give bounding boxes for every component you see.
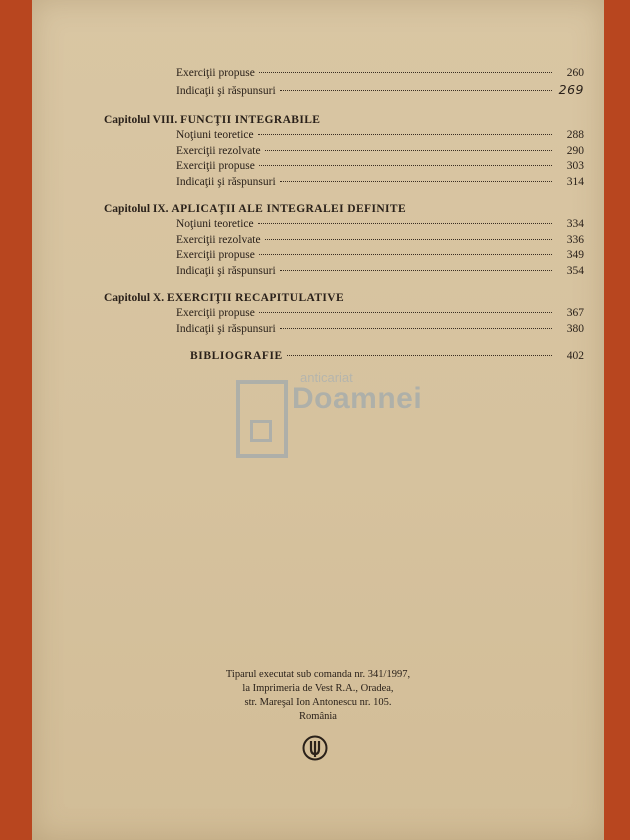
toc-entry-label: Indicaţii şi răspunsuri — [176, 264, 276, 277]
book-icon — [250, 420, 272, 442]
dot-leader — [258, 134, 552, 135]
colophon-line: România — [299, 711, 337, 722]
toc-entry-label: Exerciţii rezolvate — [176, 144, 261, 157]
toc-entry-label: Noţiuni teoretice — [176, 129, 254, 141]
toc-entry-label: Indicaţii şi răspunsuri — [176, 84, 276, 97]
watermark-small-text: anticariat — [300, 370, 353, 385]
toc-entry-page: 336 — [566, 233, 584, 246]
toc-entry-label: Exerciţii propuse — [176, 160, 255, 172]
toc-bibliography — [104, 349, 584, 365]
dot-leader — [259, 165, 552, 166]
dot-leader — [265, 239, 552, 240]
toc-entry — [104, 217, 584, 233]
toc-entry-label: Indicaţii şi răspunsuri — [176, 175, 276, 188]
toc-entry-page: 334 — [566, 218, 584, 230]
toc-entry — [104, 159, 584, 175]
toc-entry-page: 314 — [566, 175, 584, 188]
toc-entry — [104, 264, 584, 280]
colophon-line: la Imprimeria de Vest R.A., Oradea, — [242, 683, 394, 694]
toc-entry-page: 349 — [566, 249, 584, 261]
chapter-title: EXERCIŢII RECAPITULATIVE — [166, 292, 345, 304]
toc-entry — [104, 66, 584, 82]
watermark-frame-icon — [236, 380, 288, 458]
table-of-contents — [104, 66, 584, 365]
watermark — [236, 370, 436, 470]
colophon-line: Tiparul executat sub comanda nr. 341/1997, — [225, 669, 411, 680]
toc-entry-page: 354 — [566, 264, 584, 277]
toc-entry — [104, 306, 584, 322]
toc-entry — [104, 175, 584, 191]
chapter-prefix: Capitolul IX. — [104, 203, 169, 215]
toc-entry-label: Noţiuni teoretice — [176, 218, 254, 230]
toc-entry-label: Exerciţii rezolvate — [176, 233, 261, 246]
toc-entry-page: 288 — [566, 129, 584, 141]
toc-entry-page: 290 — [566, 144, 584, 157]
toc-entry — [104, 128, 584, 144]
dot-leader — [259, 312, 552, 313]
dot-leader — [280, 270, 552, 271]
dot-leader — [280, 181, 552, 182]
dot-leader — [259, 72, 552, 73]
toc-entry-label: Indicaţii şi răspunsuri — [176, 322, 276, 335]
toc-entry — [104, 144, 584, 160]
chapter-title: APLICAŢII ALE INTEGRALEI DEFINITE — [171, 203, 407, 215]
toc-entry-label: Exerciţii propuse — [176, 307, 255, 319]
chapter-title: FUNCŢII INTEGRABILE — [180, 114, 321, 126]
toc-entry — [104, 248, 584, 264]
colophon — [32, 668, 604, 724]
toc-entry-label: Exerciţii propuse — [176, 249, 255, 261]
dot-leader — [265, 150, 552, 151]
dot-leader — [287, 355, 552, 356]
toc-entry-page: 380 — [566, 322, 584, 335]
book-page — [32, 0, 604, 840]
toc-entry — [104, 233, 584, 249]
chapter-heading — [104, 113, 584, 128]
toc-entry-page: 303 — [566, 160, 584, 172]
dot-leader — [280, 328, 552, 329]
dot-leader — [280, 90, 552, 91]
dot-leader — [258, 223, 552, 224]
toc-entry — [104, 82, 584, 100]
chapter-heading — [104, 202, 584, 217]
toc-entry-label: Exerciţii propuse — [176, 67, 255, 79]
printer-logo-icon — [302, 735, 328, 761]
colophon-line: str. Mareşal Ion Antonescu nr. 105. — [244, 697, 392, 708]
bibliography-page: 402 — [566, 350, 584, 362]
toc-entry-page: 260 — [566, 67, 584, 79]
chapter-heading — [104, 291, 584, 306]
toc-entry-page: 367 — [566, 307, 584, 319]
chapter-prefix: Capitolul X. — [104, 292, 165, 304]
toc-entry — [104, 322, 584, 338]
chapter-prefix: Capitolul VIII. — [104, 114, 178, 126]
watermark-big-text: Doamnei — [292, 382, 423, 415]
bibliography-label: BIBLIOGRAFIE — [190, 350, 283, 362]
toc-entry-page-handwritten: 269 — [558, 81, 584, 97]
dot-leader — [259, 254, 552, 255]
